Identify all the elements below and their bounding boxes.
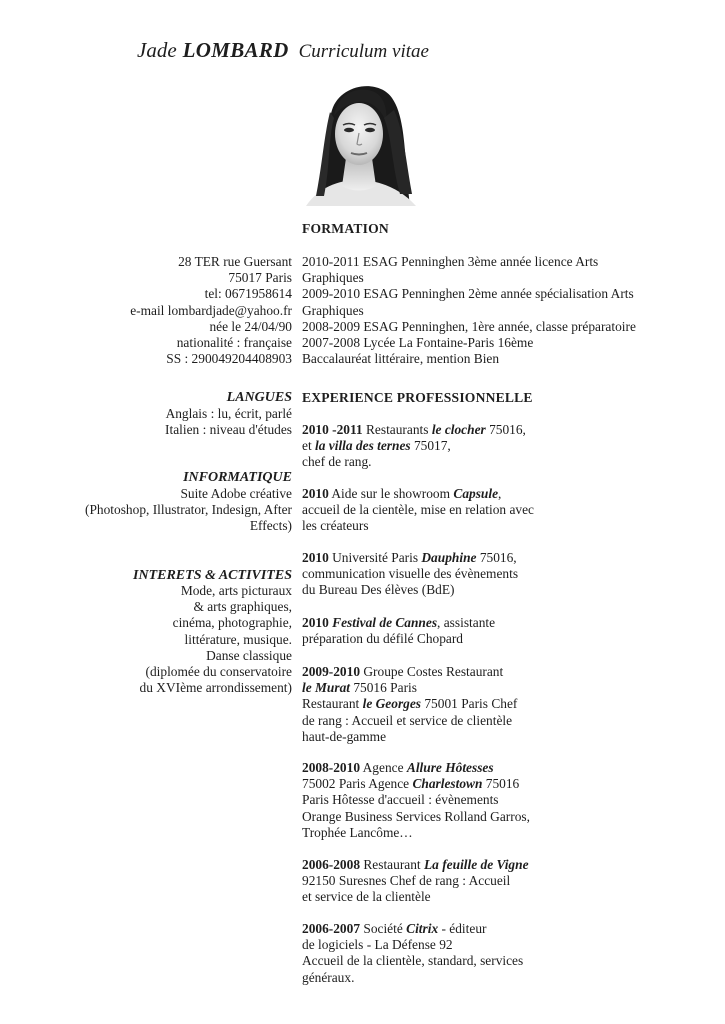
exp-year: 2008-2010 <box>302 760 361 775</box>
exp-year: 2010 -2011 <box>302 422 363 437</box>
exp-employer: Charlestown <box>412 776 483 792</box>
informatique-line: Suite Adobe créative <box>180 486 292 501</box>
exp-text: du Bureau Des élèves (BdE) <box>302 582 455 598</box>
exp-employer: La feuille de Vigne <box>424 857 529 872</box>
exp-text: Groupe Costes Restaurant <box>360 664 504 679</box>
exp-text: 75016, <box>485 422 526 437</box>
exp-text: 75016 <box>482 776 520 792</box>
exp-year: 2006-2008 <box>302 857 361 872</box>
experience-heading: EXPERIENCE PROFESSIONNELLE <box>302 390 533 405</box>
exp-text: Accueil de la clientèle, standard, services <box>302 953 524 969</box>
experience-entry <box>302 760 692 841</box>
exp-text: chef de rang. <box>302 454 372 470</box>
langues-heading: LANGUES <box>226 390 292 405</box>
exp-text: , <box>498 486 502 501</box>
exp-text: Trophée Lancôme… <box>302 824 413 840</box>
experience-entry <box>302 550 692 599</box>
cv-header <box>137 38 429 63</box>
interet-line: Mode, arts picturaux <box>180 583 292 598</box>
exp-text: Orange Business Services Rolland Garros, <box>302 808 530 824</box>
exp-employer: Dauphine <box>421 550 477 565</box>
first-name: Jade <box>137 38 177 62</box>
exp-employer: le clocher <box>431 422 486 437</box>
exp-text: 75016 Paris <box>350 680 417 696</box>
exp-text: généraux. <box>302 969 355 985</box>
experience-entry <box>302 486 692 535</box>
langues-block <box>165 406 292 438</box>
exp-text: communication visuelle des évènements <box>302 566 519 582</box>
exp-text: haut-de-gamme <box>302 728 387 744</box>
exp-employer: Festival de Cannes <box>332 615 438 630</box>
experience-entry <box>302 921 692 986</box>
exp-employer: le Georges <box>362 696 422 712</box>
exp-employer: Capsule <box>453 486 499 501</box>
exp-text: Université Paris <box>328 550 422 565</box>
portrait-icon <box>288 76 428 206</box>
exp-text: Restaurants <box>362 422 432 437</box>
formation-line: Graphiques <box>302 270 364 286</box>
exp-employer: la villa des ternes <box>315 438 411 454</box>
portrait-photo <box>288 76 428 206</box>
contact-address: 28 TER rue Guersant <box>178 254 292 269</box>
exp-text: 92150 Suresnes Chef de rang : Accueil <box>302 873 511 889</box>
interets-heading: INTERETS & ACTIVITES <box>133 568 292 583</box>
exp-text: préparation du défilé Chopard <box>302 631 464 647</box>
interet-line: (diplomée du conservatoire <box>145 664 292 680</box>
contact-block <box>130 254 292 367</box>
exp-text: et service de la clientèle <box>302 889 431 905</box>
exp-text: accueil de la cientèle, mise en relation avec <box>302 502 534 518</box>
formation-line: Graphiques <box>302 302 364 318</box>
experience-entry <box>302 615 692 647</box>
contact-nationality: nationalité : française <box>176 335 292 351</box>
exp-text: les créateurs <box>302 518 369 534</box>
interet-line: du XVIème arrondissement) <box>139 680 292 696</box>
experience-entry <box>302 422 692 471</box>
exp-text: et <box>302 438 316 454</box>
exp-text: Aide sur le showroom <box>328 486 454 501</box>
exp-text: 75017, <box>410 438 451 454</box>
exp-text: Paris Hôtesse d'accueil : évènements <box>302 792 499 808</box>
formation-line: Baccalauréat littéraire, mention Bien <box>302 351 500 367</box>
langue-line: Anglais : lu, écrit, parlé <box>165 406 292 421</box>
langue-line: Italien : niveau d'études <box>165 422 292 438</box>
formation-line: 2009-2010 ESAG Penninghen 2ème année spécialisation Arts <box>302 286 634 302</box>
interet-line: littérature, musique. <box>184 631 292 647</box>
exp-employer: Citrix <box>406 921 439 936</box>
interet-line: & arts graphiques, <box>193 599 292 615</box>
exp-text: de rang : Accueil et service de clientèle <box>302 712 513 728</box>
informatique-line: Effects) <box>249 518 292 534</box>
exp-year: 2006-2007 <box>302 921 361 936</box>
exp-employer: le Murat <box>302 680 350 696</box>
informatique-line: (Photoshop, Illustrator, Indesign, After <box>85 502 292 518</box>
exp-text: Restaurant <box>360 857 424 872</box>
experience-entry <box>302 857 692 906</box>
exp-year: 2010 <box>302 615 329 630</box>
interets-block <box>140 583 292 696</box>
cv-title: Curriculum vitae <box>298 41 429 62</box>
interet-line: cinéma, photographie, <box>172 615 292 631</box>
formation-heading: FORMATION <box>302 221 389 236</box>
formation-line: 2007-2008 Lycée La Fontaine-Paris 16ème <box>302 335 534 351</box>
informatique-heading: INFORMATIQUE <box>183 470 292 485</box>
exp-text: 75002 Paris Agence <box>302 776 413 792</box>
contact-email: e-mail lombardjade@yahoo.fr <box>130 302 292 318</box>
exp-year: 2010 <box>302 486 329 501</box>
interet-line: Danse classique <box>206 647 292 663</box>
contact-birthdate: née le 24/04/90 <box>209 318 292 334</box>
formation-line: 2010-2011 ESAG Penninghen 3ème année licence Arts <box>302 254 599 269</box>
exp-employer: Allure Hôtesses <box>406 760 494 775</box>
formation-line: 2008-2009 ESAG Penninghen, 1ère année, classe préparatoire <box>302 318 636 334</box>
exp-year: 2009-2010 <box>302 664 361 679</box>
exp-text: 75016, <box>476 550 517 565</box>
informatique-block <box>85 486 292 535</box>
exp-text: 75001 Paris Chef <box>421 696 518 712</box>
formation-block <box>302 254 692 367</box>
contact-city: 75017 Paris <box>228 270 292 286</box>
last-name: LOMBARD <box>182 38 289 62</box>
exp-text: de logiciels - La Défense 92 <box>302 937 453 953</box>
exp-text: , assistante <box>437 615 496 630</box>
exp-text: Société <box>360 921 407 936</box>
exp-text: Restaurant <box>302 696 363 712</box>
contact-phone: tel: 0671958614 <box>204 286 292 302</box>
exp-text: - éditeur <box>438 921 487 936</box>
experience-entry <box>302 664 692 745</box>
exp-text: Agence <box>360 760 407 775</box>
contact-ss: SS : 290049204408903 <box>166 351 292 367</box>
exp-year: 2010 <box>302 550 329 565</box>
